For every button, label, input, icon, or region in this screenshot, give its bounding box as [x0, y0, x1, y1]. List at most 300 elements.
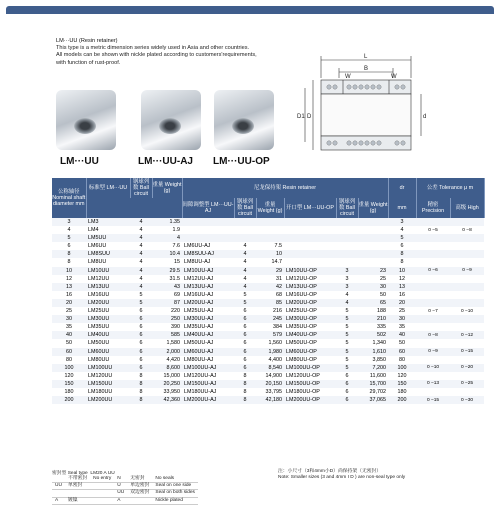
legend-row: [52, 490, 198, 497]
cell-ball-circuit: 6: [139, 340, 143, 347]
dim-label-D: D: [307, 114, 312, 120]
cell-dr: 60: [388, 348, 416, 356]
cell-shaft: 12: [66, 275, 72, 282]
cell-weight-adj: 1,980: [256, 348, 284, 356]
cell-ball-circuit-open: 4: [345, 291, 349, 298]
cell-ball-circuit: 6: [139, 324, 143, 331]
cell-high: 0 −25: [450, 380, 484, 388]
photo-label-aj: LM···UU-AJ: [138, 156, 193, 167]
cell-ball-circuit: 4: [139, 275, 143, 282]
cell-precision: 0 −5: [428, 227, 438, 233]
cell-weight: 585: [152, 331, 182, 339]
table-row: [52, 396, 484, 404]
header-balls2: 钢球列数 Ball circuit: [234, 198, 256, 218]
cell-dr: 3: [388, 218, 416, 226]
cell-weight: 7.6: [172, 243, 180, 250]
cell-precision: [416, 372, 450, 380]
cell-weight: 33,950: [163, 388, 180, 395]
legend-cell: A: [114, 497, 127, 504]
cell-ball-circuit-adj: 6: [234, 315, 256, 323]
cell-standard-model: LM16UU: [88, 291, 110, 298]
bearing-photo-uu: [56, 90, 116, 150]
cell-ball-circuit-open: 5: [336, 331, 358, 339]
cell-high: [450, 250, 484, 258]
cell-high: [450, 315, 484, 323]
header-high: 高级 High: [450, 198, 484, 218]
cell-dr: 8: [400, 259, 404, 266]
cell-weight-adj: [256, 234, 284, 242]
cell-open-model: [284, 218, 336, 226]
cell-weight-open: 1,610: [358, 348, 388, 356]
cell-standard-model: LM8UU: [88, 259, 107, 266]
cell-high: 0 −20: [450, 364, 484, 372]
cell-weight-adj: 14,900: [265, 372, 282, 379]
cell-shaft: 200: [52, 396, 86, 404]
cell-weight: 69: [174, 291, 180, 298]
cell-high: [450, 234, 484, 242]
cell-shaft: 80: [66, 356, 72, 363]
cell-weight-open: 210: [358, 315, 388, 323]
cell-ball-circuit-open: [336, 234, 358, 242]
cell-weight-open: [358, 242, 388, 250]
cell-weight-open: [358, 226, 388, 234]
cell-high: [450, 372, 484, 380]
cell-dr: 4: [400, 227, 404, 234]
cell-adj-model: LM13UU-AJ: [182, 283, 234, 291]
cell-shaft: 30: [52, 315, 86, 323]
cell-open-model: LM12UU-OP: [286, 275, 317, 282]
cell-dr: 8: [388, 250, 416, 258]
cell-standard-model: LM8SUU: [86, 250, 130, 258]
cell-adj-model: LM16UU-AJ: [184, 291, 214, 298]
cell-weight: 2,000: [152, 348, 182, 356]
cell-dr: 180: [397, 388, 407, 395]
cell-precision: [416, 299, 450, 307]
footnote: [278, 469, 488, 482]
cell-ball-circuit-open: [336, 226, 358, 234]
cell-open-model: LM20UU-OP: [284, 299, 336, 307]
cell-open-model: [284, 258, 336, 266]
cell-ball-circuit-adj: 8: [234, 380, 256, 388]
cell-high: [450, 258, 484, 266]
cell-ball-circuit-open: [336, 258, 358, 266]
bearing-photo-aj: [141, 90, 201, 150]
cell-weight: 31.5: [169, 275, 180, 282]
legend-cell: N: [114, 476, 127, 483]
bearing-dimension-drawing: [291, 52, 431, 172]
cell-weight-adj: 31: [276, 275, 282, 282]
cell-ball-circuit: 6: [130, 348, 152, 356]
cell-high: [450, 275, 484, 283]
cell-standard-model: LM3: [86, 218, 130, 226]
legend-cell: [90, 497, 114, 504]
cell-weight-open: [358, 218, 388, 226]
cell-ball-circuit-open: 5: [336, 364, 358, 372]
table-row: [52, 364, 484, 372]
cell-weight-adj: 4,400: [268, 356, 282, 363]
cell-weight-open: 11,600: [369, 372, 387, 379]
table-row: [52, 339, 484, 347]
cell-dr: 30: [388, 315, 416, 323]
cell-adj-model: LM40UU-AJ: [182, 331, 234, 339]
legend-cell: No seals: [152, 476, 197, 483]
cell-weight: 8,600: [152, 364, 182, 372]
cell-weight-open: 3,850: [372, 356, 387, 363]
cell-ball-circuit: 4: [130, 218, 152, 226]
cell-ball-circuit: 6: [139, 308, 143, 315]
cell-dr: 100: [388, 364, 416, 372]
cell-shaft: 100: [52, 364, 86, 372]
cell-weight: 15: [174, 259, 180, 266]
cell-high: 0 −15: [450, 348, 484, 356]
header-adj: 间隙调整型 LM···UU-AJ: [182, 198, 234, 218]
cell-open-model: LM60UU-OP: [284, 348, 336, 356]
cell-standard-model: LM35UU: [88, 324, 110, 331]
cell-weight-open: 335: [377, 324, 387, 331]
catalog-page: [6, 6, 494, 503]
cell-high: [450, 291, 484, 299]
cell-ball-circuit-open: 6: [336, 396, 358, 404]
intro-text: [56, 38, 316, 67]
cell-ball-circuit-open: [336, 218, 358, 226]
legend-row: [52, 483, 198, 490]
cell-adj-model: LM80UU-AJ: [184, 356, 214, 363]
header-tolerance: 公差 Tolerance μ m: [416, 178, 484, 198]
cell-high: [450, 218, 484, 226]
cell-precision: [416, 323, 450, 331]
spec-table: [52, 178, 485, 404]
header-balls3: 钢球列数 Ball circuit: [336, 198, 358, 218]
cell-weight-adj: 85: [256, 299, 284, 307]
cell-open-model: [284, 226, 336, 234]
cell-precision: [416, 283, 450, 291]
table-row: [52, 250, 484, 258]
legend-cell: [127, 497, 152, 504]
cell-ball-circuit: 4: [130, 283, 152, 291]
cell-ball-circuit-adj: 8: [243, 372, 247, 379]
cell-weight-adj: 10: [256, 250, 284, 258]
cell-ball-circuit-open: 6: [336, 380, 358, 388]
cell-standard-model: LM25UU: [88, 308, 110, 315]
intro-line: This type is a metric dimension series widely used in Asia and other countries.: [56, 45, 250, 52]
cell-precision: 0 −7: [428, 308, 438, 314]
cell-dr: 25: [399, 308, 406, 315]
cell-adj-model: LM20UU-AJ: [182, 299, 234, 307]
legend-cell: UU: [114, 490, 127, 497]
legend-cell: 无密封: [127, 476, 152, 483]
cell-weight: 29.5: [152, 267, 182, 275]
cell-weight-open: 37,065: [358, 396, 388, 404]
table-row: [52, 283, 484, 291]
cell-ball-circuit-open: 3: [345, 275, 349, 282]
cell-precision: [416, 339, 450, 347]
cell-weight-adj: [256, 226, 284, 234]
cell-weight-adj: 42: [256, 283, 284, 291]
cell-standard-model: LM20UU: [86, 299, 130, 307]
cell-adj-model: LM6UU-AJ: [184, 243, 211, 250]
header-weight3: 重量 Weight (g): [358, 198, 388, 218]
table-row: [52, 331, 484, 339]
cell-adj-model: [182, 234, 234, 242]
table-row: [52, 380, 484, 388]
cell-ball-circuit-adj: 6: [243, 324, 247, 331]
header-std: 标准型 LM···UU: [86, 178, 130, 198]
cell-ball-circuit: 6: [130, 315, 152, 323]
cell-adj-model: LM35UU-AJ: [184, 324, 214, 331]
cell-weight: 43: [152, 283, 182, 291]
cell-weight-adj: 8,540: [256, 364, 284, 372]
cell-weight-open: [358, 234, 388, 242]
cell-ball-circuit-adj: 6: [234, 348, 256, 356]
cell-ball-circuit: 6: [130, 364, 152, 372]
cell-ball-circuit-adj: [234, 234, 256, 242]
cell-weight: 1.35: [152, 218, 182, 226]
header-resin: 尼龙保持架 Resin retainer: [182, 178, 388, 198]
legend-cell: [90, 490, 114, 497]
cell-ball-circuit-adj: [234, 226, 256, 234]
cell-adj-model: LM30UU-AJ: [182, 315, 234, 323]
legend-cell: 镀镍: [65, 497, 90, 504]
table-row: [52, 323, 484, 331]
cell-shaft: 5: [52, 234, 86, 242]
header-weight: 重量 Weight (g): [152, 178, 182, 198]
cell-weight-adj: 68: [276, 291, 282, 298]
cell-precision: [416, 356, 450, 364]
cell-precision: 0 −8: [416, 331, 450, 339]
cell-precision: [416, 234, 450, 242]
cell-weight-open: 502: [358, 331, 388, 339]
legend-cell: 单边密封: [127, 483, 152, 490]
cell-adj-model: [182, 226, 234, 234]
cell-ball-circuit-open: 3: [336, 283, 358, 291]
cell-weight-open: 7,200: [358, 364, 388, 372]
cell-precision: 0 −10: [416, 364, 450, 372]
intro-line: with function of rust-proof.: [56, 59, 121, 66]
table-row: [52, 258, 484, 266]
cell-shaft: 8: [67, 259, 71, 266]
cell-dr: 150: [388, 380, 416, 388]
cell-shaft: 25: [66, 308, 72, 315]
cell-adj-model: LM50UU-AJ: [184, 340, 214, 347]
legend-cell: U: [114, 483, 127, 490]
cell-ball-circuit-adj: 5: [243, 291, 247, 298]
cell-adj-model: LM100UU-AJ: [182, 364, 234, 372]
cell-adj-model: LM60UU-AJ: [182, 348, 234, 356]
cell-precision: [416, 315, 450, 323]
cell-shaft: 8: [52, 250, 86, 258]
cell-dr: 50: [399, 340, 406, 347]
legend-cell: Seal on both sides: [152, 490, 197, 497]
cell-open-model: [284, 250, 336, 258]
cell-open-model: LM200UU-OP: [284, 396, 336, 404]
table-row: [52, 372, 484, 380]
legend-cell: 不带密封: [65, 476, 90, 483]
cell-standard-model: LM40UU: [86, 331, 130, 339]
cell-ball-circuit-adj: 8: [243, 388, 247, 395]
cell-standard-model: LM30UU: [86, 315, 130, 323]
cell-ball-circuit-open: [336, 242, 358, 250]
dim-label-D1: D1: [297, 114, 305, 120]
cell-precision: [416, 258, 450, 266]
table-row: [52, 242, 484, 250]
cell-weight-open: [358, 250, 388, 258]
cell-ball-circuit: 5: [139, 291, 143, 298]
header-mm: mm: [388, 198, 416, 218]
cell-open-model: LM80UU-OP: [286, 356, 317, 363]
legend-title: 密封型 Seal type LM20 A UU: [52, 471, 115, 476]
legend-row: [52, 497, 198, 504]
cell-precision: 0 −6: [416, 267, 450, 275]
cell-dr: 12: [399, 275, 406, 282]
header-balls: 钢球列数 Ball circuit: [130, 178, 152, 198]
seal-legend: [52, 469, 198, 505]
cell-ball-circuit-adj: 4: [243, 259, 247, 266]
cell-high: 0 −9: [450, 267, 484, 275]
cell-high: [450, 283, 484, 291]
bearing-photo-op: [214, 90, 274, 150]
cell-adj-model: LM8SUU-AJ: [182, 250, 234, 258]
cell-weight-adj: 33,795: [265, 388, 282, 395]
intro-line: All models can be shown with nickle plated according to customers'requirements,: [56, 52, 257, 59]
cell-adj-model: LM200UU-AJ: [182, 396, 234, 404]
cell-ball-circuit-adj: [234, 218, 256, 226]
cell-precision: 0 −13: [416, 380, 450, 388]
legend-row: [52, 476, 198, 483]
cell-open-model: LM40UU-OP: [284, 331, 336, 339]
cell-open-model: [284, 242, 336, 250]
cell-ball-circuit-adj: 6: [234, 364, 256, 372]
cell-ball-circuit: 6: [139, 356, 143, 363]
cell-dr: 80: [399, 356, 406, 363]
photo-label-uu: LM···UU: [60, 156, 99, 167]
cell-shaft: 13: [52, 283, 86, 291]
header-band: [6, 6, 494, 14]
cell-ball-circuit-open: 5: [345, 308, 349, 315]
cell-open-model: [284, 234, 336, 242]
cell-ball-circuit: 6: [130, 331, 152, 339]
cell-weight: 10.4: [152, 250, 182, 258]
cell-standard-model: LM200UU: [86, 396, 130, 404]
cell-dr: 6: [400, 243, 404, 250]
cell-dr: 5: [388, 234, 416, 242]
cell-precision: [416, 275, 450, 283]
cell-ball-circuit-adj: 6: [243, 340, 247, 347]
legend-cell: 单密封: [65, 483, 90, 490]
cell-ball-circuit-open: 5: [345, 356, 349, 363]
cell-weight-adj: 29: [256, 267, 284, 275]
dim-label-B: B: [364, 66, 369, 72]
cell-ball-circuit: 4: [130, 234, 152, 242]
table-row: [52, 226, 484, 234]
cell-ball-circuit-open: 5: [336, 348, 358, 356]
cell-weight: 220: [171, 308, 180, 315]
cell-open-model: LM13UU-OP: [284, 283, 336, 291]
cell-weight-adj: 1,560: [268, 340, 282, 347]
cell-ball-circuit-open: 5: [345, 340, 349, 347]
cell-high: [450, 242, 484, 250]
legend-cell: 双边密封: [127, 490, 152, 497]
table-row: [52, 275, 484, 283]
cell-open-model: LM10UU-OP: [284, 267, 336, 275]
cell-ball-circuit-open: 4: [336, 299, 358, 307]
cell-ball-circuit: 8: [139, 372, 143, 379]
cell-weight: 1.9: [172, 227, 180, 234]
cell-standard-model: LM120UU: [88, 372, 113, 379]
cell-shaft: 3: [52, 218, 86, 226]
cell-ball-circuit-adj: 6: [243, 356, 247, 363]
cell-standard-model: LM50UU: [88, 340, 110, 347]
cell-precision: 0 −9: [416, 348, 450, 356]
cell-open-model: LM180UU-OP: [286, 388, 320, 395]
photo-label-op: LM···UU-OP: [213, 156, 270, 167]
cell-standard-model: LM60UU: [86, 348, 130, 356]
cell-ball-circuit-adj: 4: [234, 267, 256, 275]
table-row: [52, 388, 484, 396]
cell-open-model: LM50UU-OP: [286, 340, 317, 347]
cell-adj-model: LM180UU-AJ: [184, 388, 217, 395]
cell-high: 0 −30: [450, 396, 484, 404]
cell-weight: 4: [152, 234, 182, 242]
cell-weight-adj: 384: [273, 324, 282, 331]
cell-high: [450, 299, 484, 307]
cell-standard-model: LM80UU: [88, 356, 110, 363]
cell-standard-model: LM150UU: [86, 380, 130, 388]
header-open: 开口型 LM···UU-OP: [284, 198, 336, 218]
cell-dr: 10: [388, 267, 416, 275]
cell-precision: [416, 242, 450, 250]
cell-precision: [416, 218, 450, 226]
cell-shaft: 150: [52, 380, 86, 388]
cell-high: [450, 339, 484, 347]
cell-ball-circuit-adj: 4: [243, 275, 247, 282]
cell-dr: 35: [399, 324, 406, 331]
cell-weight-open: 23: [358, 267, 388, 275]
cell-adj-model: LM8UU-AJ: [184, 259, 211, 266]
cell-shaft: 6: [67, 243, 71, 250]
cell-weight: 87: [152, 299, 182, 307]
cell-high: 0 −10: [460, 308, 474, 314]
cell-weight: 15,000: [163, 372, 180, 379]
cell-shaft: 16: [66, 291, 72, 298]
cell-adj-model: LM25UU-AJ: [184, 308, 214, 315]
cell-ball-circuit-adj: 4: [234, 283, 256, 291]
cell-weight-open: 25: [380, 275, 387, 282]
table-row: [52, 348, 484, 356]
cell-open-model: LM120UU-OP: [286, 372, 320, 379]
cell-dr: 16: [399, 291, 406, 298]
cell-open-model: LM100UU-OP: [284, 364, 336, 372]
cell-shaft: 10: [52, 267, 86, 275]
cell-weight-adj: 245: [256, 315, 284, 323]
legend-cell: [90, 483, 114, 490]
cell-standard-model: LM100UU: [86, 364, 130, 372]
cell-weight-open: 65: [358, 299, 388, 307]
cell-adj-model: LM10UU-AJ: [182, 267, 234, 275]
cell-weight-open: 188: [377, 308, 387, 315]
cell-ball-circuit-adj: 6: [234, 331, 256, 339]
cell-standard-model: LM10UU: [86, 267, 130, 275]
cell-ball-circuit: 4: [130, 250, 152, 258]
dim-label-L: L: [364, 54, 368, 60]
cell-dr: 13: [388, 283, 416, 291]
cell-open-model: LM35UU-OP: [286, 324, 317, 331]
cell-ball-circuit: 8: [130, 396, 152, 404]
cell-ball-circuit-adj: 4: [243, 243, 247, 250]
dim-label-W2: W: [391, 74, 397, 80]
cell-adj-model: LM120UU-AJ: [184, 372, 217, 379]
cell-shaft: 60: [52, 348, 86, 356]
cell-adj-model: [182, 218, 234, 226]
